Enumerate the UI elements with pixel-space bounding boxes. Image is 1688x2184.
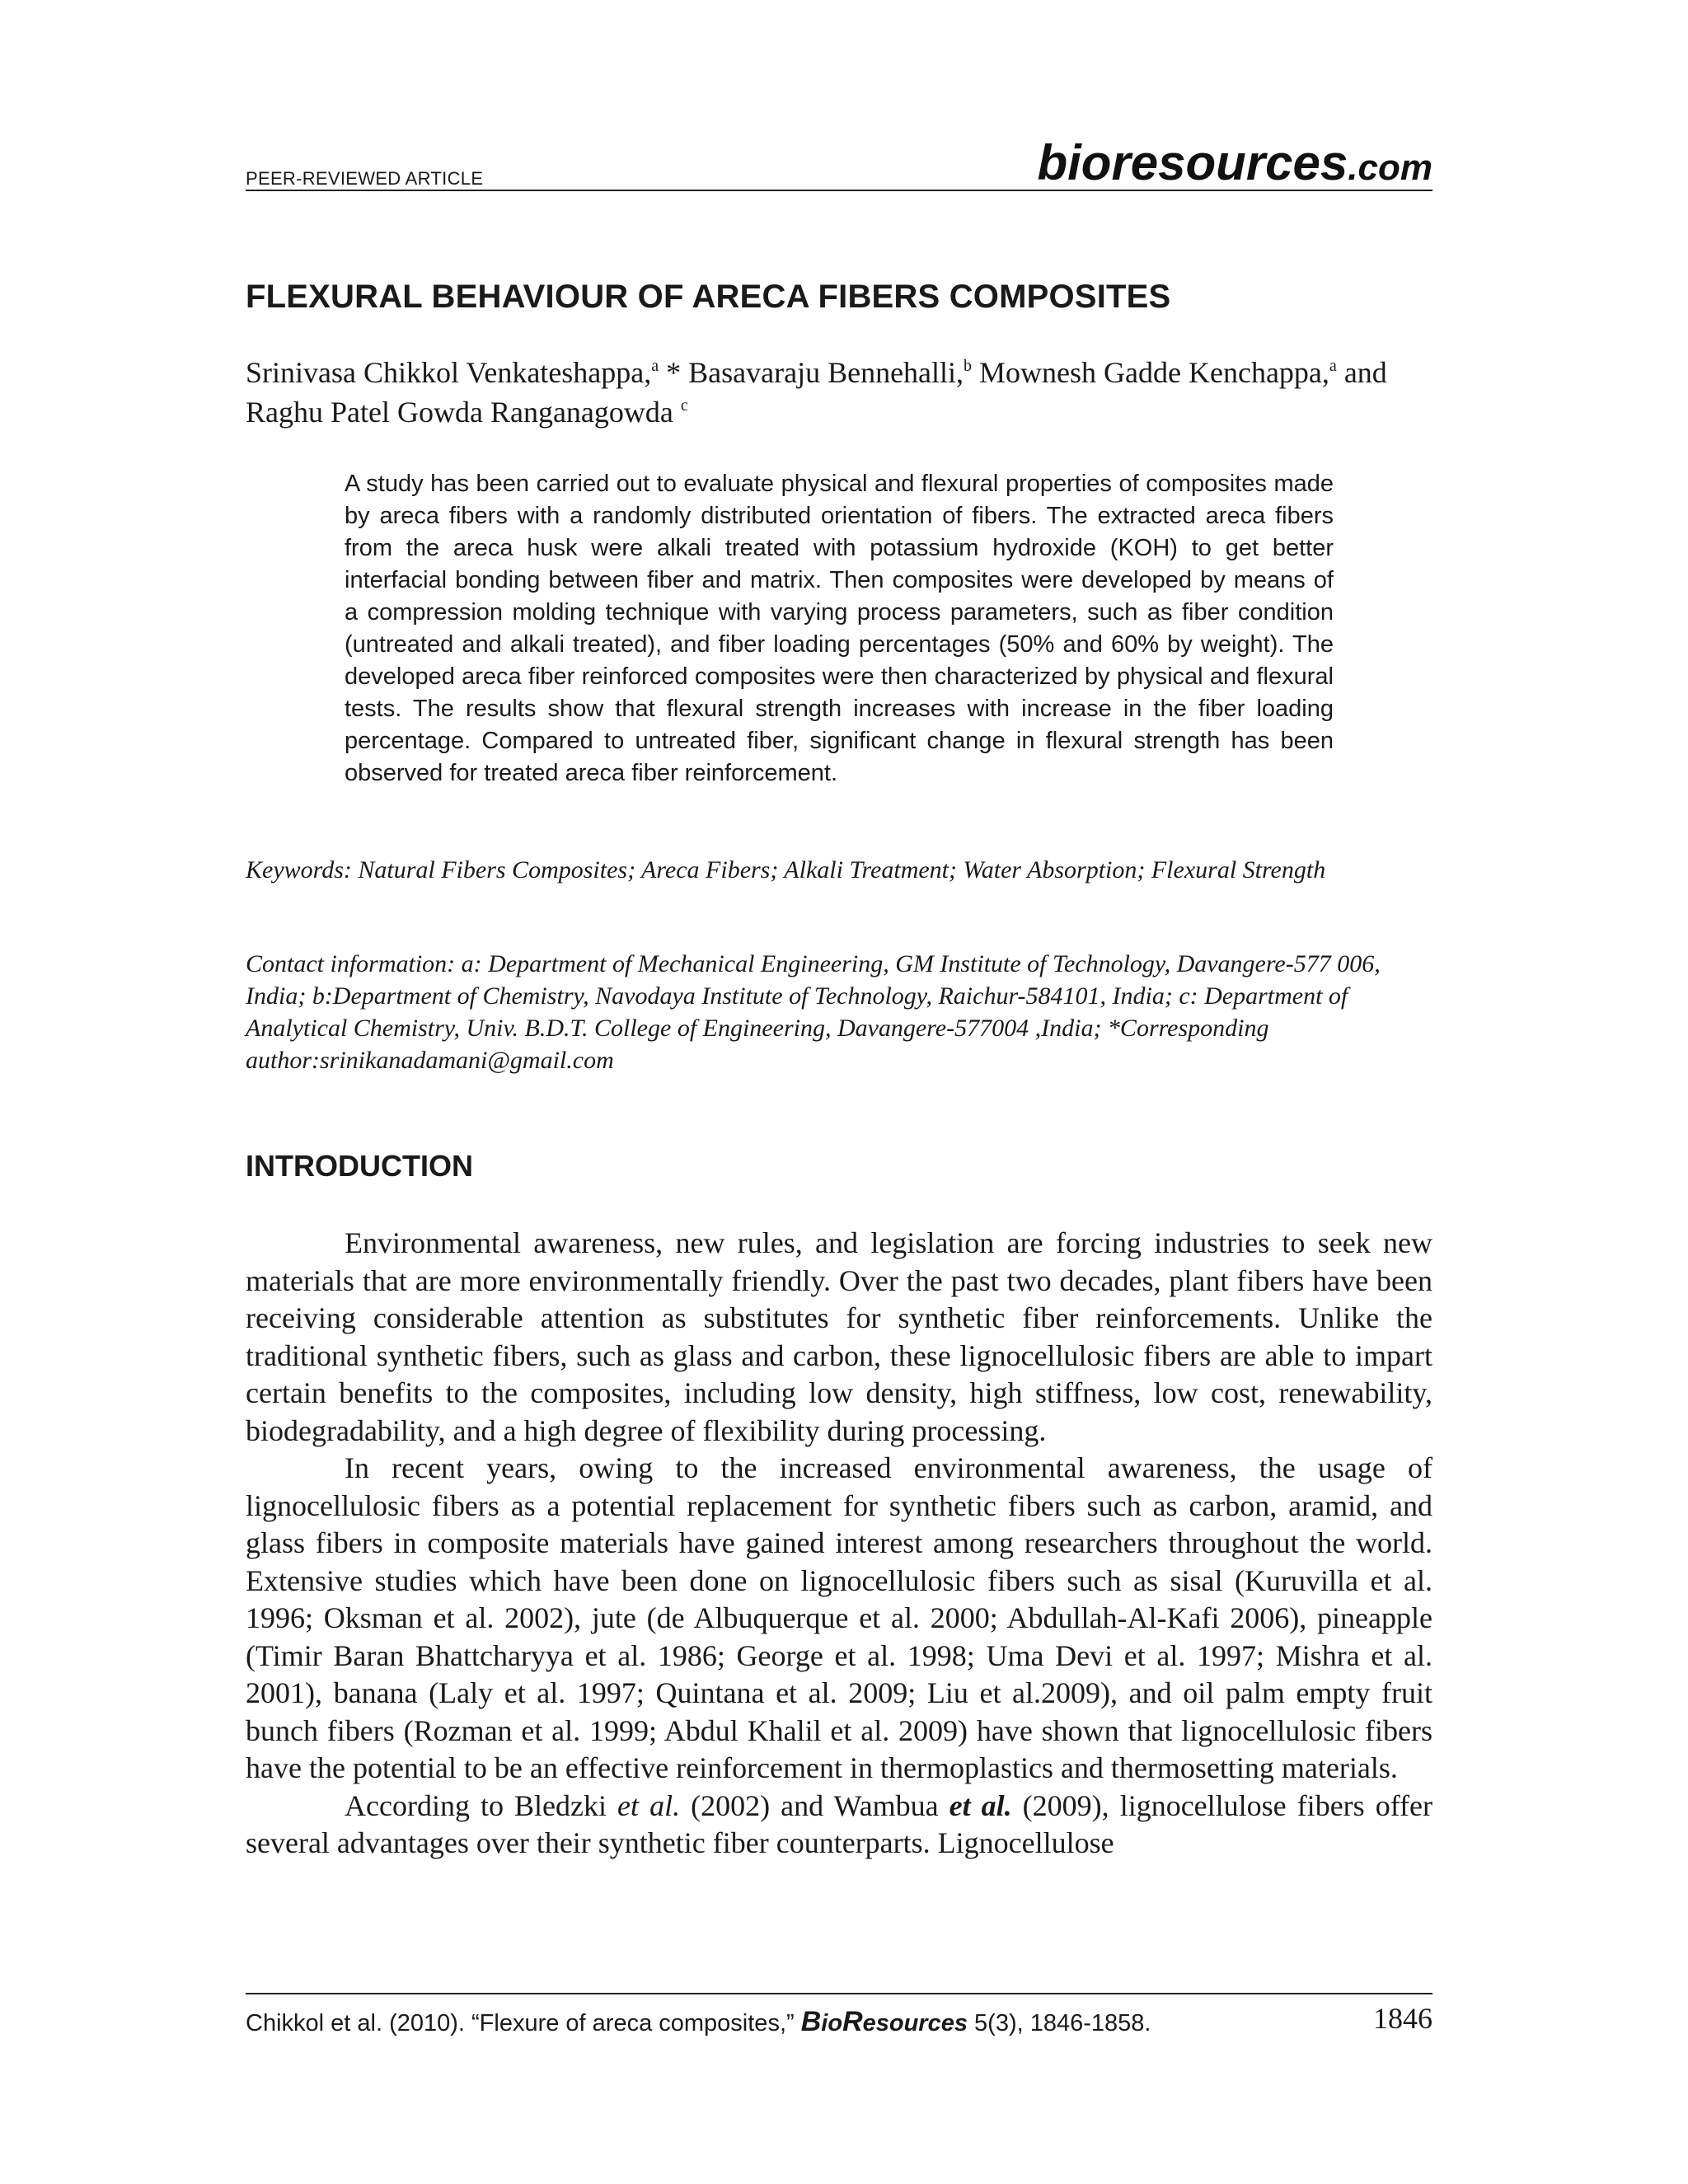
page-footer: [246, 1993, 1432, 2044]
citation-text: Chikkol et al. (2010). “Flexure of areca composites,”: [246, 2010, 801, 2036]
author-name: Basavaraju Bennehalli,: [688, 356, 964, 389]
body-paragraph: In recent years, owing to the increased environmental awareness, the usage of lignocellulosic fibers as a potential replacement for synthetic fibers such as carbon, aramid, and glass fibers in composite materials have gained interest among researchers throughout the world. Extensive studies which have been done on lignocellulosic fibers such as sisal (Kuruvilla et al. 1996; Oksman et al. 2002), jute (de Albuquerque et al. 2000; Abdullah-Al-Kafi 2006), pineapple (Timir Baran Bhattcharyya et al. 1986; George et al. 1998; Uma Devi et al. 1997; Mishra et al. 2001), banana (Laly et al. 1997; Quintana et al. 2009; Liu et al.2009), and oil palm empty fruit bunch fibers (Rozman et al. 1999; Abdul Khalil et al. 2009) have shown that lignocellulosic fibers have the potential to be an effective reinforcement in thermoplastics and thermosetting materials.: [246, 1451, 1432, 1784]
body-paragraph: [246, 1788, 1432, 1863]
journal-logo[interactable]: [1037, 134, 1432, 191]
author-separator: *: [659, 356, 689, 389]
paragraph-text: (2002) and Wambua: [680, 1788, 950, 1822]
journal-letter: esources: [862, 2010, 968, 2036]
paper-title: FLEXURAL BEHAVIOUR OF ARECA FIBERS COMPOSITES: [246, 279, 1171, 315]
author-name: Srinivasa Chikkol Venkateshappa,: [246, 356, 652, 389]
author-separator: [972, 356, 979, 389]
section-heading-introduction: INTRODUCTION: [246, 1149, 473, 1183]
footer-citation: [246, 2006, 1151, 2038]
journal-letter: R: [842, 2006, 863, 2037]
page-number: 1846: [1373, 2002, 1432, 2035]
author-affiliation: a: [1329, 357, 1337, 375]
citation-volume: 5(3), 1846-1858.: [967, 2010, 1151, 2036]
paragraph-text: (2009), lignocellulose fibers offer several advantages over their synthetic fiber counterparts. Lignocellulose: [246, 1788, 1433, 1859]
article-type-label: PEER-REVIEWED ARTICLE: [246, 168, 484, 189]
author-affiliation: c: [680, 396, 688, 415]
contact-information: Contact information: a: Department of Mechanical Engineering, GM Institute of Technology, Davangere-577 006, India; b:Department of Chemistry, Navodaya Institute of Technology, Raichur-584101, India; c: Department of Analytical Chemistry, Univ. B.D.T. College of Engineering, Davangere-577004 ,India; *Corresponding author:srinikanadamani@gmail.com: [246, 950, 1381, 1074]
author-separator: and: [1336, 356, 1387, 389]
journal-logo-brand: bioresources: [1037, 135, 1348, 190]
introduction-body: [246, 1225, 1432, 1863]
author-affiliation: a: [651, 357, 659, 375]
author-affiliation: b: [964, 357, 973, 375]
journal-letter: io: [821, 2010, 843, 2036]
author-name: Mownesh Gadde Kenchappa,: [979, 356, 1329, 389]
journal-letter: B: [800, 2006, 822, 2037]
citation-etal: et al.: [949, 1788, 1012, 1822]
abstract: A study has been carried out to evaluate physical and flexural properties of composites made by areca fibers with a randomly distributed orientation of fibers. The extracted areca fibers from the areca husk were alkali treated with potassium hydroxide (KOH) to get better interfacial bonding between fiber and matrix. Then composites were developed by means of a compression molding technique with varying process parameters, such as fiber condition (untreated and alkali treated), and fiber loading percentages (50% and 60% by weight). The developed areca fiber reinforced composites were then characterized by physical and flexural tests. The results show that flexural strength increases with increase in the fiber loading percentage. Compared to untreated fiber, significant change in flexural strength has been observed for treated areca fiber reinforcement.: [345, 471, 1334, 786]
body-paragraph: Environmental awareness, new rules, and legislation are forcing industries to seek new materials that are more environmentally friendly. Over the past two decades, plant fibers have been receiving considerable attention as substitutes for synthetic fiber reinforcements. Unlike the traditional synthetic fibers, such as glass and carbon, these lignocellulosic fibers are able to impart certain benefits to the composites, including low density, high stiffness, low cost, renewability, biodegradability, and a high degree of flexibility during processing.: [246, 1226, 1432, 1447]
author-list: [246, 353, 1432, 432]
page-header: [246, 135, 1432, 191]
citation-etal: et al.: [617, 1788, 681, 1822]
keywords: Keywords: Natural Fibers Composites; Areca Fibers; Alkali Treatment; Water Absorption; Flexural Strength: [246, 856, 1326, 883]
journal-name: [800, 2006, 968, 2037]
paragraph-text: According to Bledzki: [345, 1788, 618, 1822]
journal-logo-domain: .com: [1348, 148, 1432, 188]
author-name: Raghu Patel Gowda Ranganagowda: [246, 396, 681, 429]
